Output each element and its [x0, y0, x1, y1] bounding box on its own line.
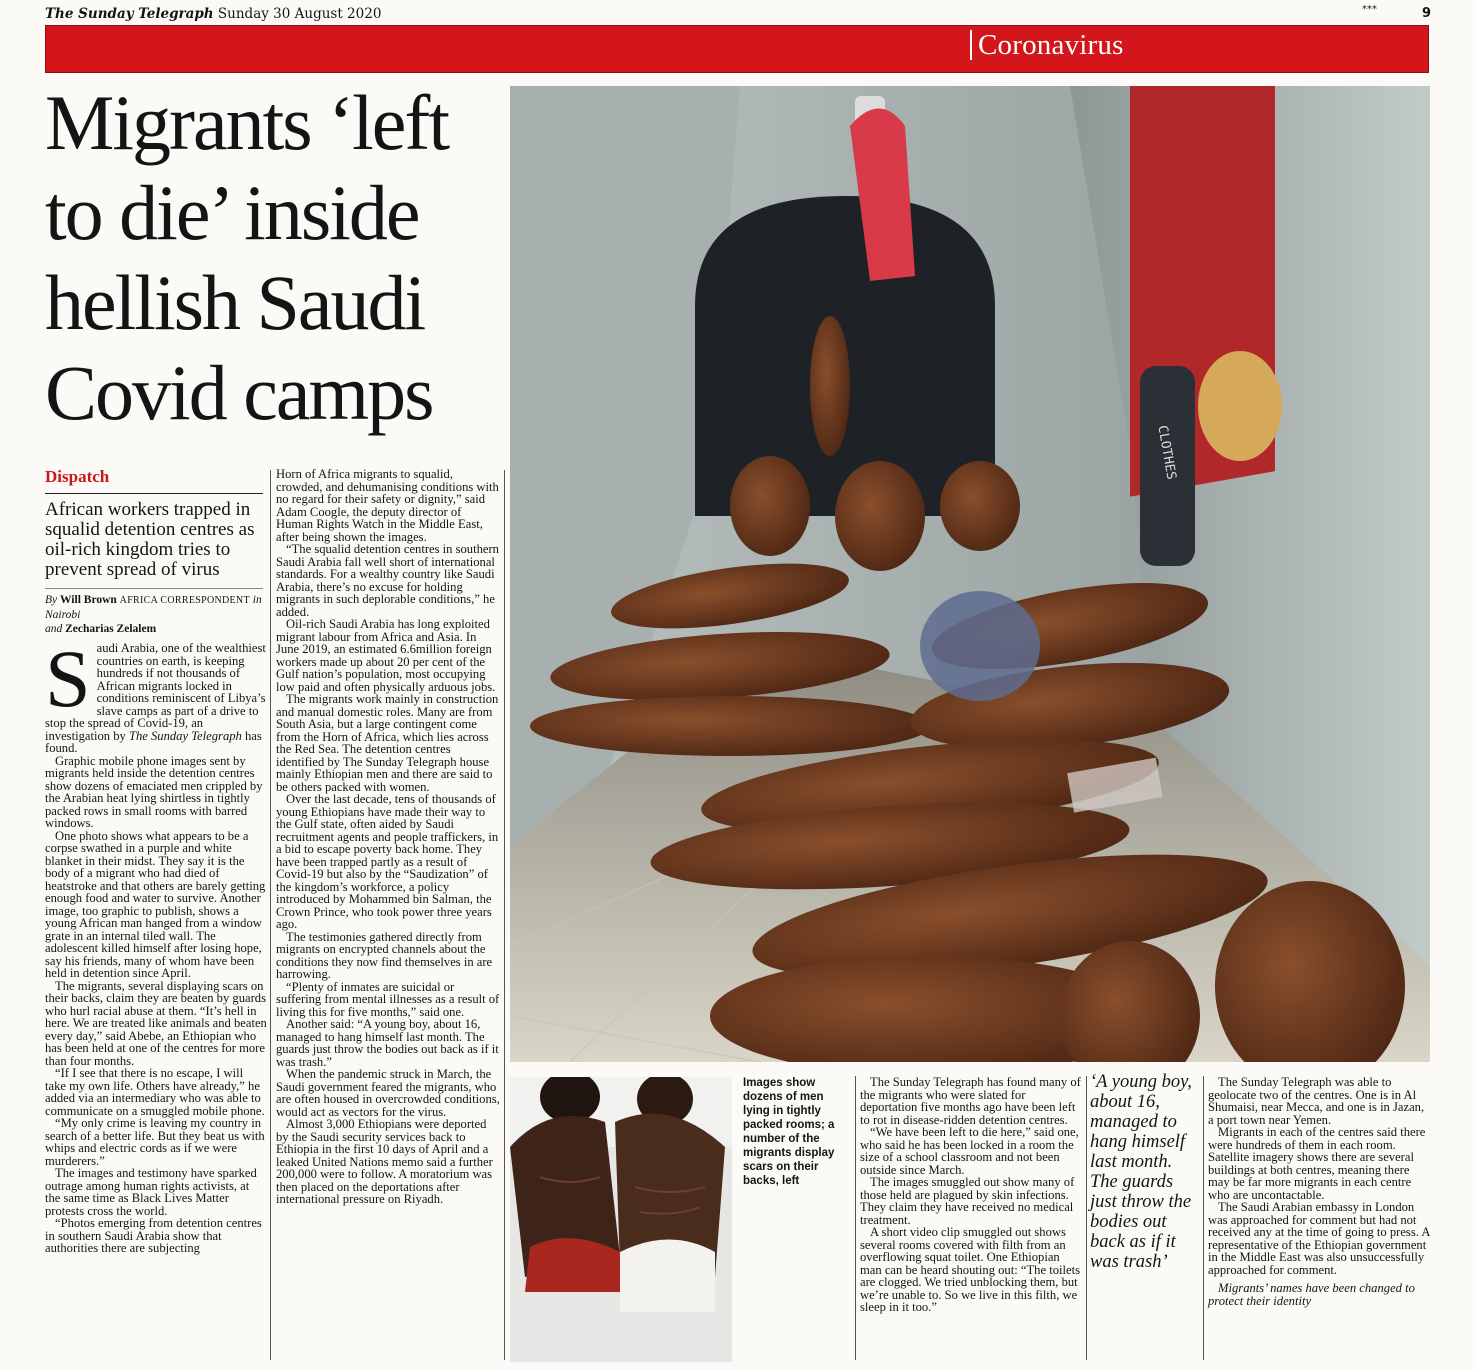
body-paragraph: “My only crime is leaving my country in search of a better life. But they beat us with whips and electric cords as if we were murderers.”: [45, 1116, 265, 1168]
column-rule: [1086, 1076, 1087, 1360]
body-paragraph: “Plenty of inmates are suicidal or suffering from mental illnesses as a result of living this for five months,” said one.: [276, 979, 500, 1019]
headline-line: to die’ inside: [45, 169, 419, 256]
body-paragraph: Oil-rich Saudi Arabia has long exploited migrant labour from Africa and Asia. In June 2019, an estimated 6.6million foreign workers made up about 20 per cent of the Gulf nation’s population, most occupying low paid and often physically arduous jobs.: [276, 617, 496, 694]
masthead-date: Sunday 30 August 2020: [217, 6, 382, 22]
body-paragraph: The Sunday Telegraph was able to geolocate two of the centres. One is in Al Shumaisi, near Mecca, and one is in Jazan, a port town near Yemen.: [1208, 1075, 1425, 1127]
photo-caption: Images show dozens of men lying in tightly packed rooms; a number of the migrants display scars on their backs, left: [743, 1077, 835, 1187]
body-paragraph: Almost 3,000 Ethiopians were deported by the Saudi security services back to Ethiopia in the first 10 days of April and a leaked United Nations memo said a further 200,000 were to follow. A moratorium was then placed on the deportations after international pressure on Riyadh.: [276, 1117, 493, 1206]
lead-paragraph: [45, 633, 267, 755]
byline-author-1: Will Brown: [60, 594, 117, 606]
headline-line: hellish Saudi: [45, 259, 425, 346]
masthead-paper-name: The Sunday Telegraph: [45, 6, 214, 22]
standfirst-rule: [45, 588, 263, 589]
body-column-6: [1208, 1076, 1430, 1307]
body-paragraph: Over the last decade, tens of thousands of young Ethiopians have made their way to the Gulf state, often aided by Saudi recruitment agents and people traffickers, in a bid to escape poverty back home. They have been trapped partly as a result of Covid-19 but also by the “Saudization” of the kingdom’s workforce, a policy introduced by Mohammed bin Salman, the Crown Prince, who took power three years ago.: [276, 792, 499, 931]
body-paragraph: “Photos emerging from detention centres in southern Saudi Arabia show that authorities there are subjecting: [45, 1216, 262, 1255]
body-column-4: [860, 1076, 1082, 1314]
drop-cap: S: [45, 633, 91, 724]
lead-text: audi Arabia, one of the wealthiest countries on earth, is keeping hundreds if not thousands of African migrants locked in conditions reminiscent of Libya’s slave camps as part of a drive to stop the spread of Covid-19, an investigation by The Sunday Telegraph has found.: [45, 641, 266, 755]
body-paragraph: Another said: “A young boy, about 16, managed to hang himself last month. The guards just throw the bodies out back as if it was trash.”: [276, 1017, 499, 1069]
backs-photo: [510, 1077, 732, 1362]
edition-stars: ***: [1362, 4, 1377, 15]
body-paragraph: “The squalid detention centres in southern Saudi Arabia fall well short of international standards. For a wealthy country like Saudi Arabia, there’s no excuse for holding migrants in such deplorable conditions,” he added.: [276, 542, 499, 619]
main-photo: [510, 86, 1430, 1062]
body-paragraph: The images smuggled out show many of those held are plagued by skin infections. They claim they have received no medical treatment.: [860, 1175, 1075, 1227]
body-paragraph: When the pandemic struck in March, the Saudi government feared the migrants, who are often housed in overcrowded conditions, would act as vectors for the virus.: [276, 1067, 500, 1119]
body-paragraph: One photo shows what appears to be a corpse swathed in a purple and white blanket in their midst. They say it is the body of a migrant who had died of heatstroke and that others are barely getting enough food and water to survive. Another image, too graphic to publish, shows a young African man hanged from a window grate in an internal tiled wall. The adolescent killed himself after losing hope, say his friends, many of whom have been held in detention since April.: [45, 828, 266, 980]
detention-room-photo: [510, 86, 1430, 1062]
kicker: Dispatch: [45, 467, 110, 486]
section-divider: [970, 30, 972, 60]
body-column-2: [276, 468, 501, 1206]
byline: [45, 593, 267, 636]
headline-line: Covid camps: [45, 349, 433, 436]
byline-role: AFRICA CORRESPONDENT: [119, 595, 250, 606]
byline-and: and: [45, 623, 63, 635]
body-paragraph: The images and testimony have sparked outrage among human rights activists, at the same time as Black Lives Matter protests cross the world.: [45, 1166, 257, 1218]
byline-location: in Nairobi: [45, 594, 262, 621]
byline-by: By: [45, 594, 58, 606]
column-rule: [1203, 1076, 1204, 1360]
headline-line: Migrants ‘left: [45, 79, 449, 166]
body-paragraph: “We have been left to die here,” said one, who said he has been locked in a room the size of a school classroom and not been outside since March.: [860, 1125, 1079, 1177]
body-paragraph: Migrants in each of the centres said there were hundreds of them in each room. Satellite imagery shows there are several buildings at both centres, meaning there may be far more migrants in each centre who are uncontactable.: [1208, 1125, 1426, 1202]
body-paragraph: Graphic mobile phone images sent by migrants held inside the detention centres show dozens of emaciated men crippled by the Arabian heat lying shirtless in tightly packed rows in small rooms with barred windows.: [45, 753, 263, 830]
body-column-1: [45, 633, 267, 1255]
pull-quote: ‘A young boy, about 16, managed to hang himself last month. The guards just throw the bodies out back as if it was trash’: [1090, 1072, 1192, 1272]
column-rule: [855, 1076, 856, 1360]
section-bar: [45, 25, 1429, 73]
column-rule: [270, 470, 271, 1360]
clothes-label: CLOTHES: [1154, 424, 1179, 481]
page-number: 9: [1421, 6, 1431, 21]
masthead: [45, 6, 1435, 24]
body-paragraph: The Sunday Telegraph has found many of the migrants who were slated for deportation five months ago have been left to rot in disease-ridden detention centres.: [860, 1075, 1081, 1127]
body-paragraph: The migrants, several displaying scars on their backs, claim they are beaten by guards who hurl racial abuse at them. “It’s hell in here. We are treated like animals and beaten every day,” said Abebe, an Ethiopian who has been held at one of the centres for more than four months.: [45, 978, 267, 1068]
section-label: Coronavirus: [978, 29, 1124, 61]
kicker-rule: [45, 493, 263, 494]
byline-author-2: Zecharias Zelalem: [65, 623, 157, 635]
standfirst: African workers trapped in squalid detention centres as oil-rich kingdom tries to prevent spread of virus: [45, 499, 255, 580]
body-paragraph: The testimonies gathered directly from migrants on encrypted channels about the conditions they now find themselves in are harrowing.: [276, 929, 493, 981]
headline: [45, 78, 507, 438]
body-paragraph: Horn of Africa migrants to squalid, crowded, and dehumanising conditions with no regard for their safety or dignity,” said Adam Coogle, the deputy director of Human Rights Watch in the Middle East, after being shown the images.: [276, 467, 499, 544]
column-rule: [504, 470, 505, 1360]
identity-note: Migrants’ names have been changed to protect their identity: [1208, 1281, 1415, 1308]
body-paragraph: “If I see that there is no escape, I will take my own life. Others have already,” he added via an intermediary who was able to communicate on a smuggled mobile phone.: [45, 1066, 265, 1118]
scarred-backs-photo: [510, 1077, 732, 1362]
body-paragraph: The migrants work mainly in construction and manual domestic roles. Many are from South Asia, but a large contingent come from the Horn of Africa, which lies across the Red Sea. The detention centres identified by The Sunday Telegraph house mainly Ethiopian men and there are said to be others packed with women.: [276, 692, 499, 794]
body-paragraph: A short video clip smuggled out shows several rooms covered with filth from an overflowing squat toilet. One Ethiopian man can be heard shouting out: “The toilets are clogged. We tried unblocking them, but we’re unable to. So we live in this filth, we sleep in it too.”: [860, 1225, 1080, 1314]
body-paragraph: The Saudi Arabian embassy in London was approached for comment but had not received any at the time of going to press. A representative of the Ethiopian government in the Middle East was also unsuccessfully approached for comment.: [1208, 1200, 1430, 1277]
